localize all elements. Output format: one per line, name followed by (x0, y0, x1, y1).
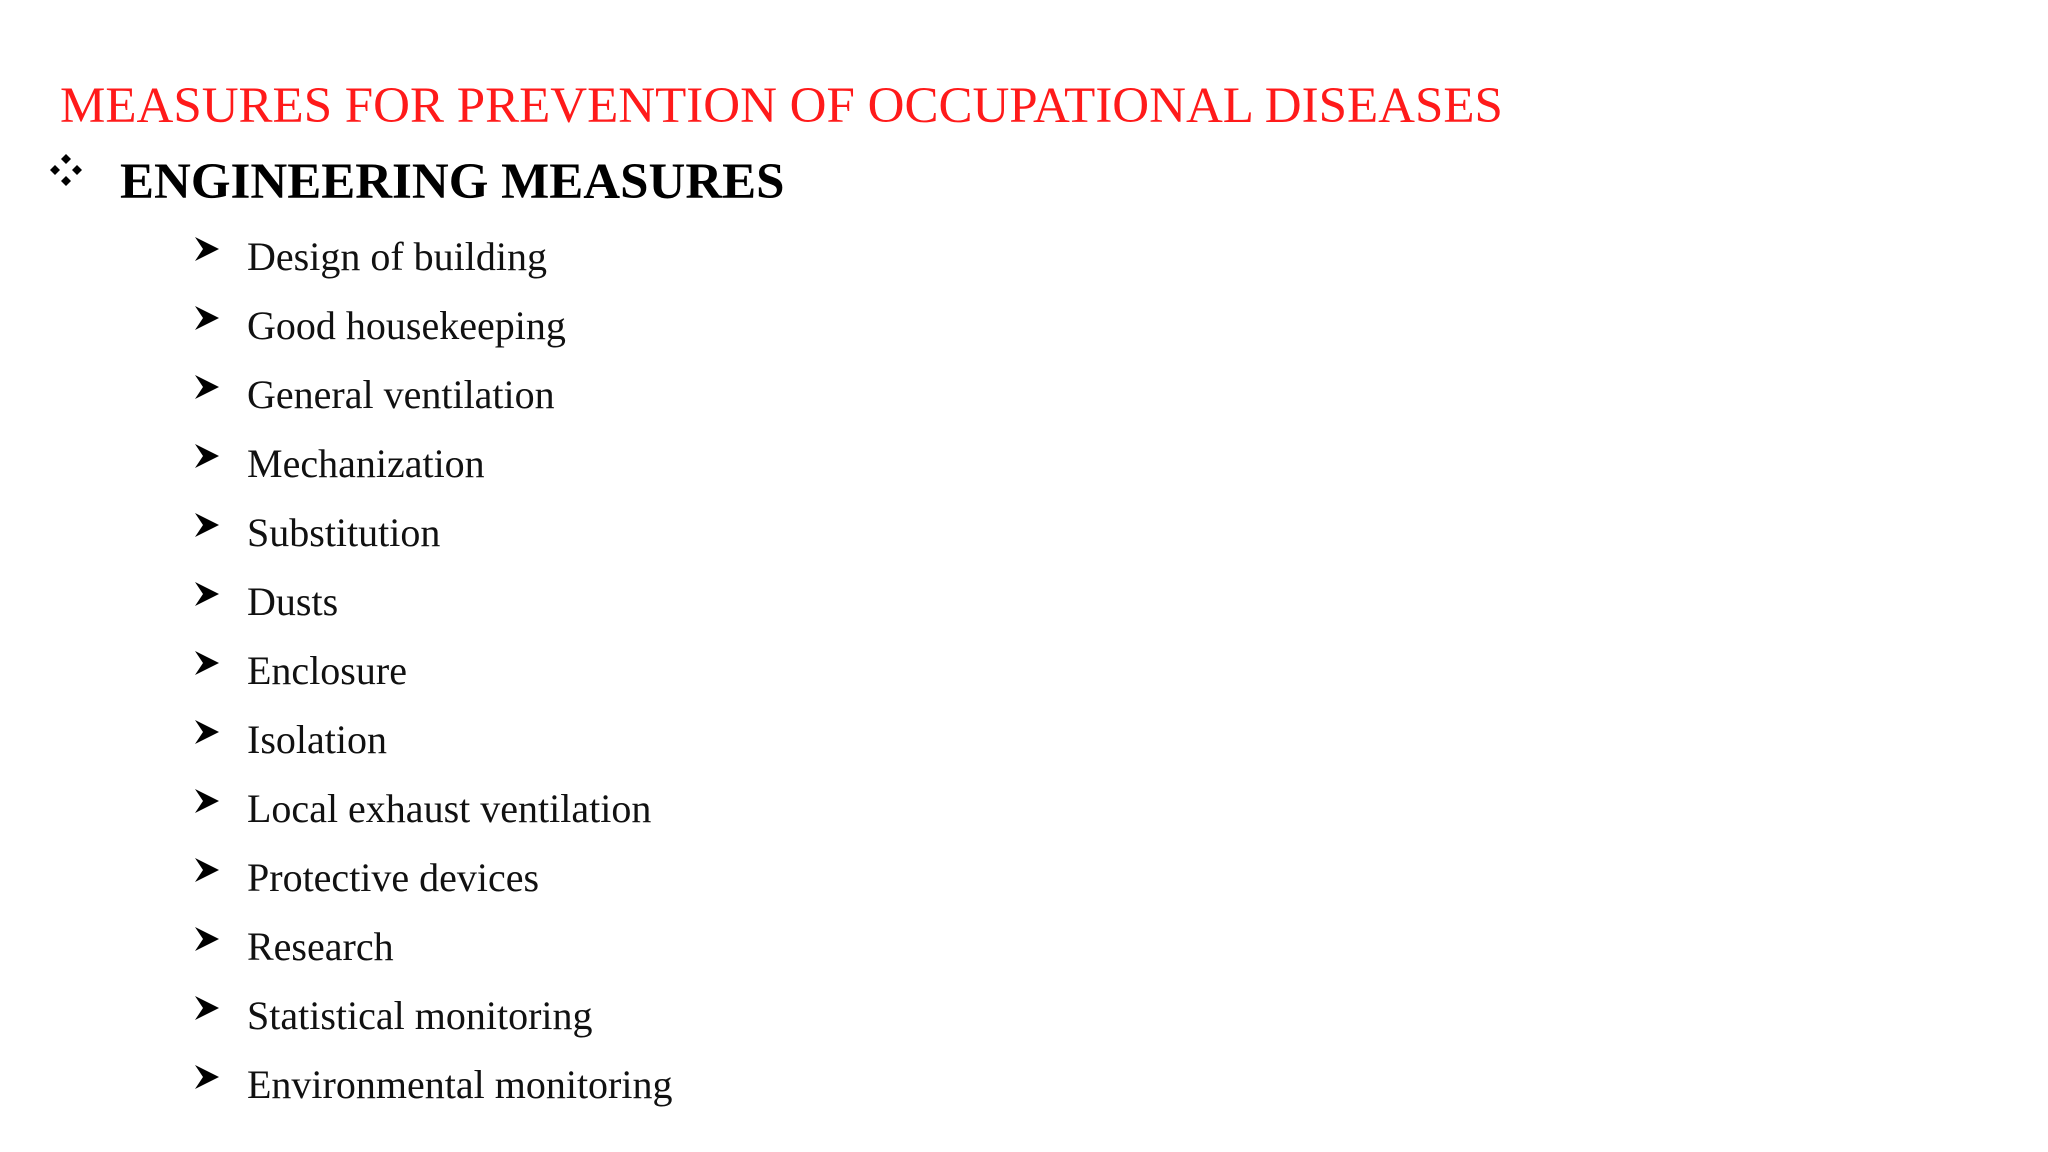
arrowhead-bullet-icon (193, 511, 221, 539)
arrowhead-bullet-icon (193, 304, 221, 332)
list-item-label: Enclosure (247, 648, 407, 693)
list-item-label: Mechanization (247, 441, 485, 486)
list-item-label: Isolation (247, 717, 387, 762)
section-heading: ENGINEERING MEASURES (120, 154, 785, 210)
arrowhead-bullet-icon (193, 787, 221, 815)
list-item-label: Substitution (247, 510, 441, 555)
list-item-label: Local exhaust ventilation (247, 786, 652, 831)
list-item-label: Protective devices (247, 855, 540, 900)
list-item-label: Good housekeeping (247, 303, 566, 348)
arrowhead-bullet-icon (193, 856, 221, 884)
arrowhead-bullet-icon (193, 925, 221, 953)
arrowhead-bullet-icon (193, 1063, 221, 1091)
list-item-label: General ventilation (247, 372, 555, 417)
list-item-label: Environmental monitoring (247, 1062, 673, 1107)
arrowhead-bullet-icon (193, 718, 221, 746)
arrowhead-bullet-icon (193, 649, 221, 677)
four-diamond-bullet-icon (48, 152, 84, 188)
arrowhead-bullet-icon (193, 373, 221, 401)
arrowhead-bullet-icon (193, 442, 221, 470)
arrowhead-bullet-icon (193, 994, 221, 1022)
slide-title: MEASURES FOR PREVENTION OF OCCUPATIONAL DISEASES (60, 78, 1503, 134)
list-item-label: Research (247, 924, 394, 969)
arrowhead-bullet-icon (193, 235, 221, 263)
list-item-label: Statistical monitoring (247, 993, 593, 1038)
arrowhead-bullet-icon (193, 580, 221, 608)
list-item-label: Design of building (247, 234, 547, 279)
list-item-label: Dusts (247, 579, 339, 624)
